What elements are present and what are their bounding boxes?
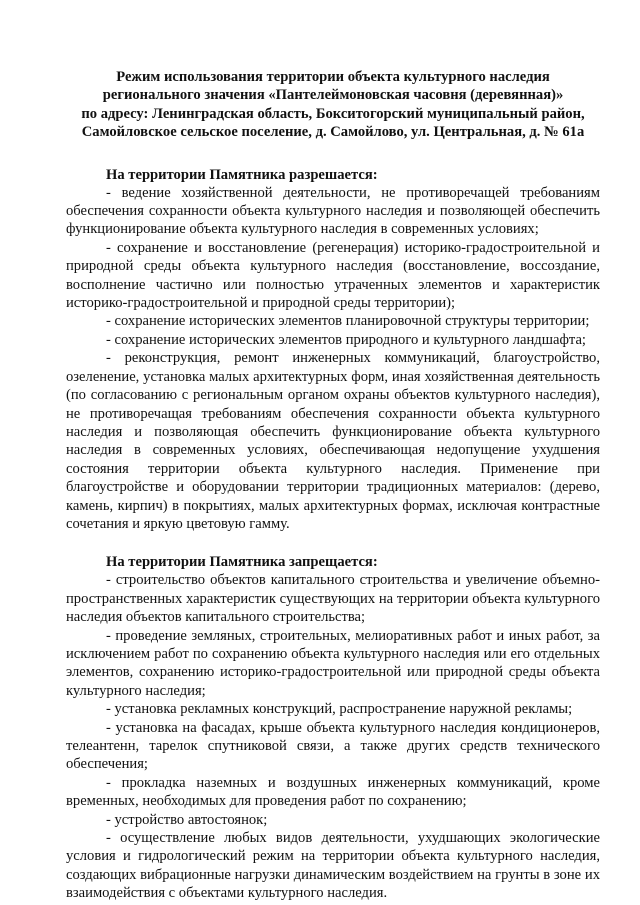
section-spacer xyxy=(66,533,600,553)
allowed-item: - сохранение исторических элементов планировочной структуры территории; xyxy=(106,313,590,330)
title-line: регионального значения «Пантелеймоновская часовня (деревянная)» xyxy=(102,87,564,104)
forbidden-heading: На территории Памятника запрещается: xyxy=(106,554,378,571)
title-line: по адресу: Ленинградская область, Бокситогорский муниципальный район, xyxy=(81,105,585,122)
forbidden-item: - проведение земляных, строительных, мелиоративных работ и иных работ, за исключением работ по сохранению объекта культурного наследия или его отдельных элементов, сохранению историко-градостроительной или природной среды объекта культурного наследия; xyxy=(66,627,600,699)
allowed-item: - сохранение исторических элементов природного и культурного ландшафта; xyxy=(106,331,586,348)
forbidden-section xyxy=(66,553,600,902)
forbidden-item: - установка на фасадах, крыше объекта культурного наследия кондиционеров, телеантенн, тарелок спутниковой связи, а также других средств технического обеспечения; xyxy=(66,719,600,773)
forbidden-item: - осуществление любых видов деятельности, ухудшающих экологические условия и гидрологический режим на территории объекта культурного наследия, создающих вибрационные нагрузки динамическим воздействием на грунты в зоне их взаимодействия с объектами культурного наследия. xyxy=(66,830,600,902)
allowed-heading: На территории Памятника разрешается: xyxy=(106,166,378,183)
title-line: Режим использования территории объекта культурного наследия xyxy=(116,69,550,85)
allowed-item: - реконструкция, ремонт инженерных коммуникаций, благоустройство, озеленение, установка малых архитектурных форм, иная хозяйственная деятельность (по согласованию с региональным органом охраны объектов культурного наследия), не противоречащая требованиям обеспечения сохранности объекта культурного наследия и позволяющая обеспечить функционирование объекта культурного наследия в современных условиях, обеспечивающая недопущение ухудшения состояния территории объекта культурного наследия. Применение при благоустройстве и оборудовании территории традиционных материалов: (дерево, камень, кирпич) в покрытиях, малых архитектурных формах, исключая контрастные сочетания и яркую цветовую гамму. xyxy=(66,350,600,532)
allowed-item: - сохранение и восстановление (регенерация) историко-градостроительной и природной среды объекта культурного наследия (восстановление, воссоздание, восполнение частично или полностью утраченных элементов и характеристик историко-градостроительной и природной среды территории); xyxy=(66,239,600,312)
forbidden-item: - строительство объектов капитального строительства и увеличение объемно-пространственных характеристик существующих на территории объекта культурного наследия объектов капитального строительства; xyxy=(66,572,600,626)
forbidden-item: - прокладка наземных и воздушных инженерных коммуникаций, кроме временных, необходимых для проведения работ по сохранению; xyxy=(66,774,600,810)
forbidden-item: - устройство автостоянок; xyxy=(106,811,268,828)
forbidden-item: - установка рекламных конструкций, распространение наружной рекламы; xyxy=(106,701,573,718)
allowed-section xyxy=(66,166,600,534)
title-line: Самойловское сельское поселение, д. Самойлово, ул. Центральная, д. № 61а xyxy=(81,124,585,141)
allowed-item: - ведение хозяйственной деятельности, не противоречащей требованиям обеспечения сохранности объекта культурного наследия и позволяющей обеспечить функционирование объекта культурного наследия в современных условиях; xyxy=(66,184,600,238)
document-title xyxy=(66,68,600,142)
